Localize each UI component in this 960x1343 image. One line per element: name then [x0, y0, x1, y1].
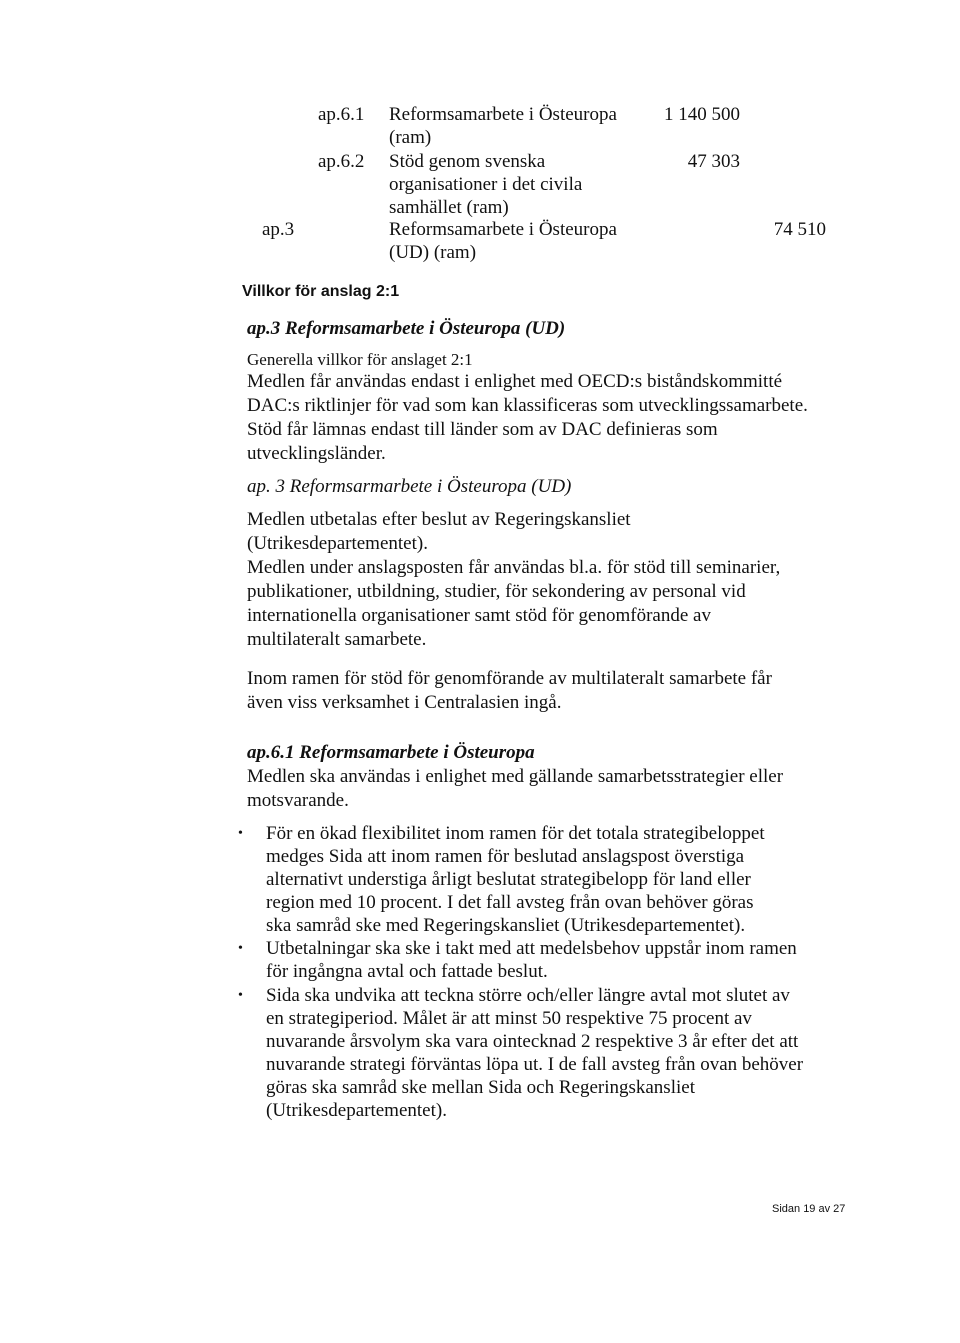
bullet-line: För en ökad flexibilitet inom ramen för det totala strategibeloppet	[266, 823, 765, 844]
bullet-line: ska samråd ske med Regeringskansliet (Utrikesdepartementet).	[266, 915, 746, 936]
row-name-line: Stöd genom svenska	[389, 151, 546, 172]
paragraph-line: publikationer, utbildning, studier, för sekondering av personal vid	[247, 581, 746, 602]
row-name-line: Reformsamarbete i Östeuropa	[389, 104, 617, 125]
row-amount: 47 303	[687, 151, 740, 172]
conditions-heading: Villkor för anslag 2:1	[242, 283, 400, 300]
bullet-icon: •	[238, 988, 243, 1003]
row-name-line: Reformsamarbete i Östeuropa	[389, 219, 617, 240]
bullet-icon: •	[238, 826, 243, 841]
section-heading: ap. 3 Reformsarmarbete i Östeuropa (UD)	[247, 476, 572, 497]
bullet-line: alternativt understiga årligt beslutat strategibelopp för land eller	[266, 869, 751, 890]
page-number: Sidan 19 av 27	[772, 1203, 846, 1215]
bullet-line: göras ska samråd ske mellan Sida och Regeringskansliet	[266, 1077, 695, 1098]
bullet-line: (Utrikesdepartementet).	[266, 1100, 447, 1121]
paragraph	[247, 370, 808, 466]
row-name-line: (ram)	[389, 127, 432, 148]
paragraph-line: multilateralt samarbete.	[247, 629, 427, 650]
bullet-line: Sida ska undvika att teckna större och/eller längre avtal mot slutet av	[266, 985, 790, 1006]
bullet-line: en strategiperiod. Målet är att minst 50 respektive 75 procent av	[266, 1008, 752, 1029]
paragraph-line: Medlen utbetalas efter beslut av Regeringskansliet	[247, 509, 631, 530]
section-heading: ap.3 Reformsamarbete i Östeuropa (UD)	[247, 318, 566, 339]
row-code: ap.6.1	[318, 104, 365, 125]
bullet-line: för ingångna avtal och fattade beslut.	[266, 961, 548, 982]
bullet-line: region med 10 procent. I det fall avsteg från ovan behöver göras	[266, 892, 754, 913]
paragraph-line: internationella organisationer samt stöd för genomförande av	[247, 605, 711, 626]
paragraph-line: Stöd får lämnas endast till länder som av DAC definieras som	[247, 419, 718, 440]
row-name-line: (UD) (ram)	[389, 242, 477, 263]
paragraph-line: Inom ramen för stöd för genomförande av multilateralt samarbete får	[247, 668, 772, 689]
paragraph	[247, 508, 780, 652]
bullet-line: nuvarande strategi förväntas löpa ut. I de fall avsteg från ovan behöver	[266, 1054, 804, 1075]
row-name-line: organisationer i det civila	[389, 174, 583, 195]
bullet-line: nuvarande årsvolym ska vara ointecknad 2 respektive 3 år efter det att	[266, 1031, 799, 1052]
paragraph-line: Medlen under anslagsposten får användas bl.a. för stöd till seminarier,	[247, 557, 781, 578]
paragraph-line: Medlen ska användas i enlighet med gällande samarbetsstrategier eller	[247, 766, 784, 787]
bullet-line: Utbetalningar ska ske i takt med att medelsbehov uppstår inom ramen	[266, 938, 797, 959]
paragraph	[247, 765, 783, 813]
row-name-line: samhället (ram)	[389, 197, 509, 218]
section-heading: ap.6.1 Reformsamarbete i Östeuropa	[247, 742, 535, 763]
section-subheading: Generella villkor för anslaget 2:1	[247, 350, 473, 369]
bullet-icon: •	[238, 941, 243, 956]
row-code: ap.6.2	[318, 151, 365, 172]
row-code: ap.3	[262, 219, 295, 240]
paragraph	[247, 667, 772, 715]
bullet-line: medges Sida att inom ramen för beslutad anslagspost överstiga	[266, 846, 745, 867]
paragraph-line: även viss verksamhet i Centralasien ingå.	[247, 692, 562, 713]
paragraph-line: Medlen får användas endast i enlighet med OECD:s biståndskommitté	[247, 371, 783, 392]
row-amount: 74 510	[773, 219, 826, 240]
paragraph-line: utvecklingsländer.	[247, 443, 386, 464]
paragraph-line: DAC:s riktlinjer för vad som kan klassificeras som utvecklingssamarbete.	[247, 395, 808, 416]
paragraph-line: (Utrikesdepartementet).	[247, 533, 428, 554]
row-amount: 1 140 500	[664, 104, 740, 125]
paragraph-line: motsvarande.	[247, 790, 349, 811]
